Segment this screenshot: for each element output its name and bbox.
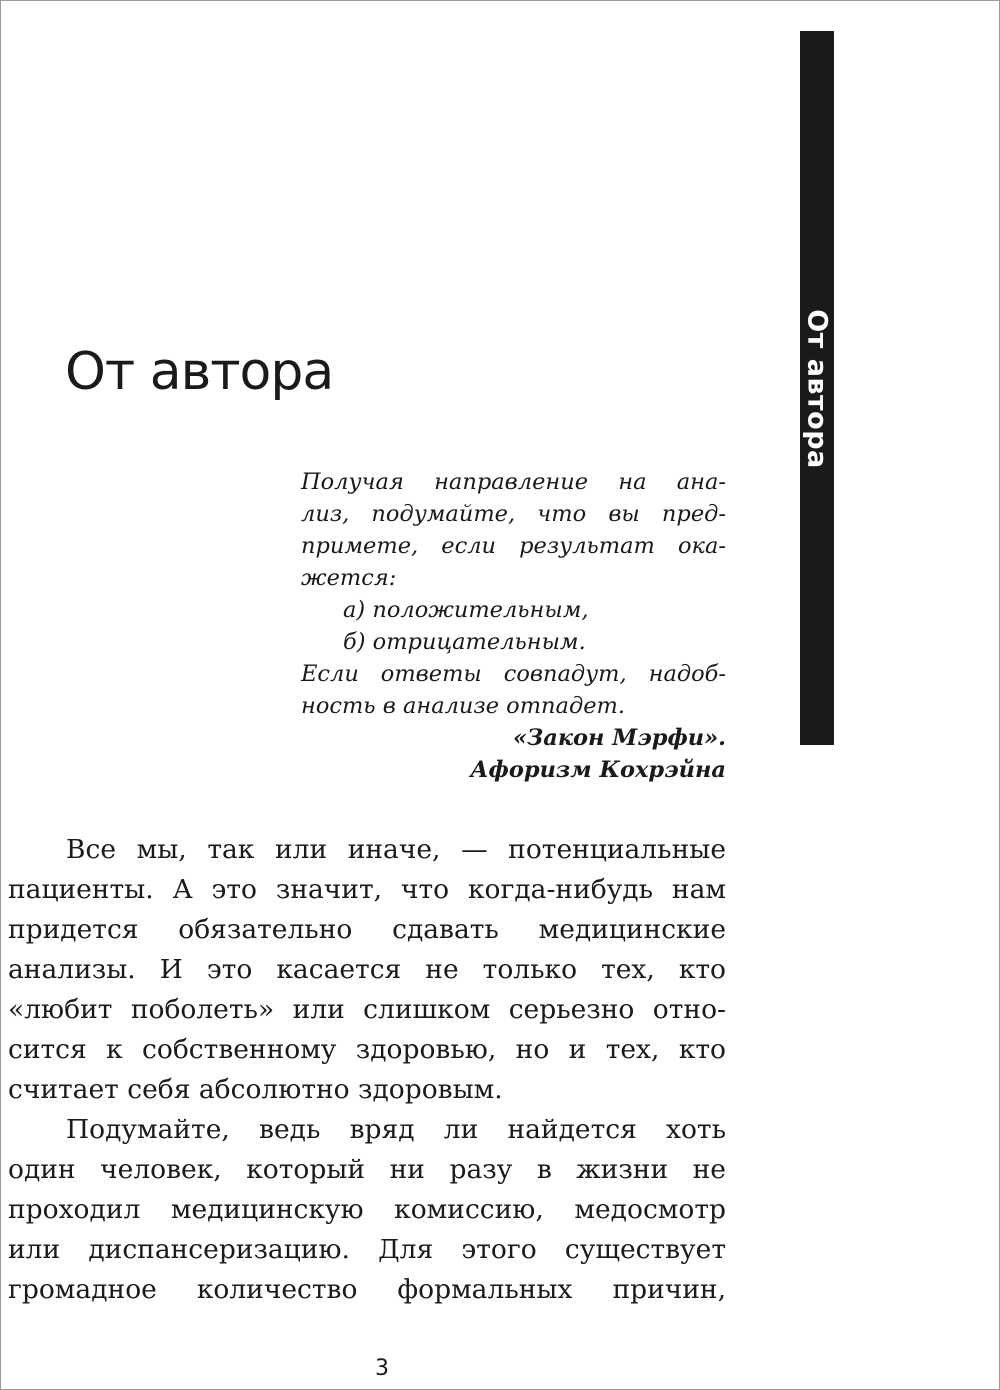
body-text <box>8 830 726 1310</box>
paragraph-line: анализы. И это касается не только тех, кто <box>8 954 726 985</box>
chapter-side-tab-label: От автора <box>801 309 833 469</box>
epigraph-line: Получая направление на ана- <box>301 469 726 495</box>
epigraph-source: «Закон Мэрфи». <box>512 725 726 751</box>
paragraph <box>8 1110 726 1310</box>
paragraph-line: придется обязательно сдавать медицинские <box>8 914 726 945</box>
paragraph-line: считает себя абсолютно здоровым. <box>8 1074 503 1105</box>
paragraph-line: пациенты. А это значит, что когда-нибудь нам <box>8 874 726 905</box>
epigraph-line: жется: <box>301 565 397 591</box>
paragraph-line: «любит поболеть» или слишком серьезно отно- <box>8 994 726 1025</box>
paragraph-line: проходил медицинскую комиссию, медосмотр <box>8 1194 726 1225</box>
chapter-title: От автора <box>65 342 334 402</box>
epigraph-author: Афоризм Кохрэйна <box>470 757 726 783</box>
paragraph-line: Все мы, так или иначе, — потенциальные <box>66 834 726 865</box>
paragraph-line: сится к собственному здоровью, но и тех, кто <box>8 1034 726 1065</box>
paragraph-line: один человек, который ни разу в жизни не <box>8 1154 726 1185</box>
paragraph-line: или диспансеризацию. Для этого существует <box>8 1234 726 1265</box>
epigraph-line: примете, если результат ока- <box>301 533 726 559</box>
epigraph <box>301 466 726 786</box>
paragraph <box>8 830 726 1110</box>
epigraph-option-a: а) положительным, <box>343 597 589 623</box>
epigraph-line: лиз, подумайте, что вы пред- <box>301 501 726 527</box>
paragraph-line: Подумайте, ведь вряд ли найдется хоть <box>66 1114 726 1145</box>
epigraph-conclusion: Если ответы совпадут, надоб- <box>301 661 726 687</box>
page-number: 3 <box>375 1356 389 1381</box>
paragraph-line: громадное количество формальных причин, <box>8 1274 726 1305</box>
epigraph-option-b: б) отрицательным. <box>343 629 586 655</box>
epigraph-conclusion: ность в анализе отпадет. <box>301 693 626 719</box>
